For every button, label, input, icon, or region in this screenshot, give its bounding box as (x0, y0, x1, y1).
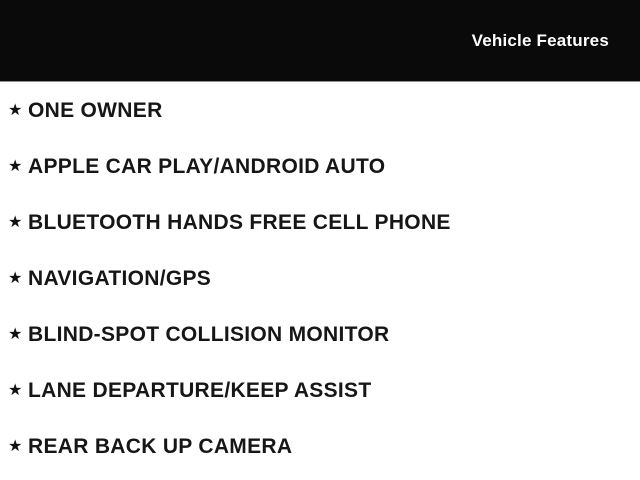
star-icon: ★ (8, 436, 23, 455)
feature-row (8, 195, 640, 251)
features-list (0, 82, 640, 475)
feature-label: NAVIGATION/GPS (28, 267, 212, 290)
feature-row (8, 363, 640, 419)
feature-label: LANE DEPARTURE/KEEP ASSIST (28, 379, 372, 402)
feature-row (8, 419, 640, 475)
feature-row (8, 307, 640, 363)
feature-label: ONE OWNER (28, 99, 163, 122)
header-bar (0, 0, 640, 82)
page-title: Vehicle Features (471, 30, 609, 50)
feature-label: REAR BACK UP CAMERA (28, 435, 293, 458)
feature-row (8, 251, 640, 307)
star-icon: ★ (8, 268, 23, 287)
feature-label: BLIND-SPOT COLLISION MONITOR (28, 323, 390, 346)
star-icon: ★ (8, 100, 23, 119)
feature-label: APPLE CAR PLAY/ANDROID AUTO (28, 155, 386, 178)
feature-row (8, 83, 640, 139)
star-icon: ★ (8, 156, 23, 175)
star-icon: ★ (8, 324, 23, 343)
feature-row (8, 139, 640, 195)
star-icon: ★ (8, 212, 23, 231)
star-icon: ★ (8, 380, 23, 399)
feature-label: BLUETOOTH HANDS FREE CELL PHONE (28, 211, 451, 234)
